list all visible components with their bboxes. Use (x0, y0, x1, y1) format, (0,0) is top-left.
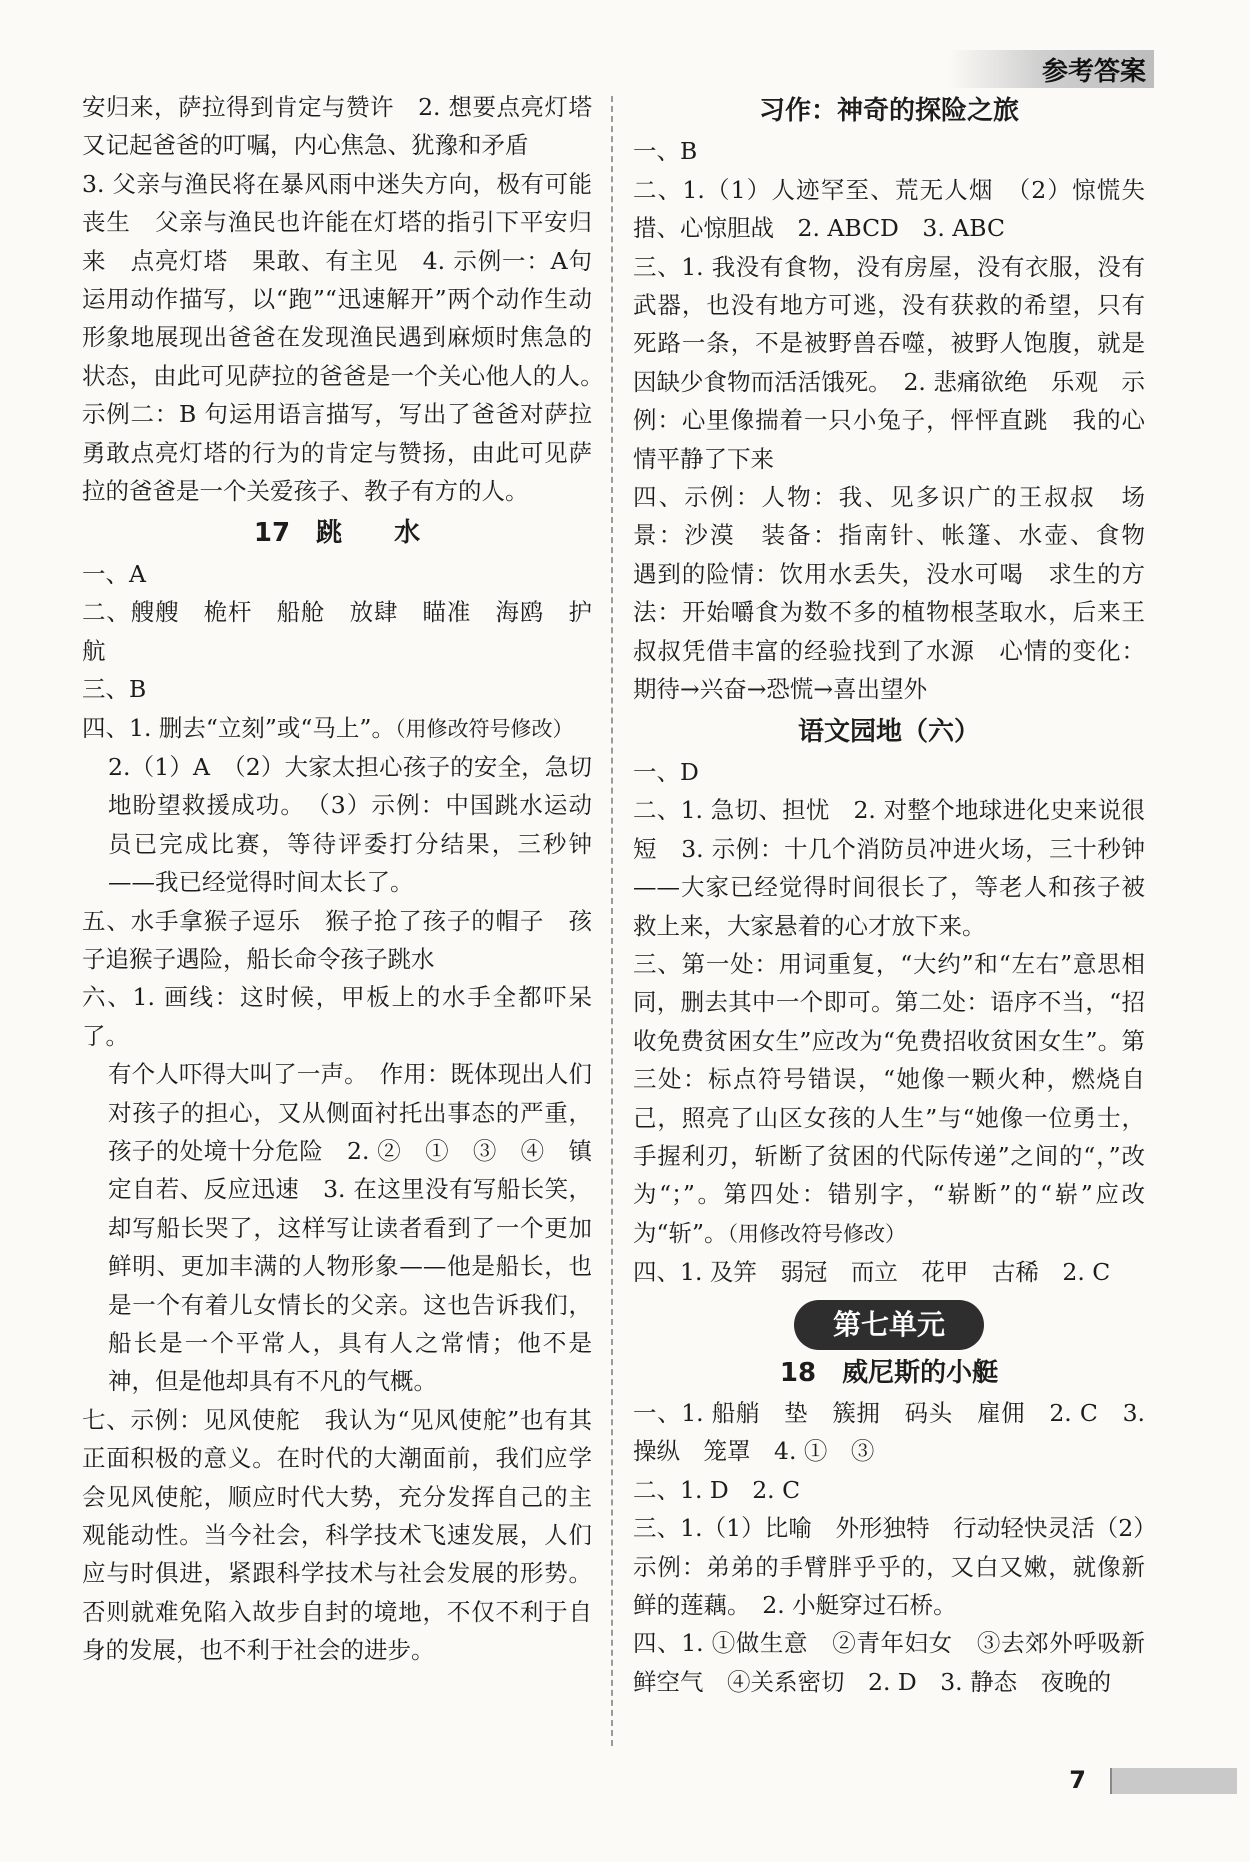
answer-text: 四、1. 删去“立刻”或“马上”。 (82, 713, 395, 742)
answer-text: 三、第一处：用词重复，“大约”和“左右”意思相同，删去其中一个即可。第二处：语序不当，“招收免费贫困女生”应改为“免费招收贫困女生”。第三处：标点符号错误，“她像一颗火种，燃烧自己，照亮了山区女孩的人生”与“她像一位勇士，手握利刃，斩断了贫困的代际传递”之间的“，”改为“；”。第四处：错别字，“崭断”的“崭”应改为“斩”。 (633, 949, 1145, 1247)
answer-paragraph (633, 248, 1145, 478)
answer-text: 二、1. D 2. C (633, 1475, 801, 1504)
answer-paragraph (82, 978, 592, 1055)
answer-paragraph (82, 902, 592, 979)
section-heading (82, 514, 592, 552)
column-divider (611, 96, 613, 1746)
answer-paragraph (633, 1624, 1145, 1701)
answer-text: 一、B (633, 137, 698, 166)
answer-text: 四、示例：人物：我、见多识广的王叔叔 场景：沙漠 装备：指南针、帐篷、水壶、食物 遇到的险情：饮用水丢失，没水可喝 求生的方法：开始嚼食为数不多的植物根茎取水，后来王叔叔凭借丰富的经验找到了水源 心情的变化：期待→兴奋→恐慌→喜出望外 (633, 483, 1169, 704)
answer-paragraph (82, 593, 592, 670)
answer-paragraph (82, 709, 592, 748)
section-heading (633, 713, 1145, 751)
answer-text: 二、艘艘 桅杆 船舱 放肆 瞄准 海鸥 护航 (82, 598, 592, 665)
answer-text: 六、1. 画线：这时候，甲板上的水手全都吓呆了。 (82, 983, 592, 1050)
answer-paragraph (633, 945, 1145, 1253)
answer-text: 17 跳 水 (253, 518, 421, 549)
answer-text: 一、A (82, 559, 146, 588)
answer-paragraph (633, 132, 1145, 170)
answer-paragraph (633, 1509, 1145, 1624)
answer-text: 语文园地（六） (797, 716, 980, 747)
answer-text: 三、1.（1）比喻 外形独特 行动轻快灵活（2）示例：弟弟的手臂胖乎乎的，又白又嫩，就像新鲜的莲藕。 2. 小艇穿过石桥。 (633, 1514, 1145, 1620)
answer-paragraph (82, 748, 592, 902)
answer-text: 有个人吓得大叫了一声。 作用：既体现出人们对孩子的担心，又从侧面衬托出事态的严重，孩子的处境十分危险 2. ② ① ③ ④ 镇定自若、反应迅速 3. 在这里没有写船长笑，却写船长哭了，这样写让读者看到了一个更加鲜明、更加丰满的人物形象——他是船长，也是一个有着儿女情长的父亲。这也告诉我们，船长是一个平常人，具有人之常情；他不是神，但是他却具有不凡的气概。 (108, 1060, 592, 1396)
section-heading (633, 92, 1145, 130)
answer-paragraph (633, 1471, 1145, 1509)
right-column (633, 88, 1169, 1701)
answer-paragraph (633, 753, 1145, 791)
answer-key-label: 参考答案 (1041, 56, 1146, 87)
answer-paragraph (633, 478, 1169, 708)
answer-paragraph (82, 165, 616, 511)
answer-text: 二、1.（1）人迹罕至、荒无人烟 （2）惊慌失措、心惊胆战 2. ABCD 3. ABC (633, 175, 1145, 243)
answer-text: 3. 父亲与渔民将在暴风雨中迷失方向，极有可能丧生 父亲与渔民也许能在灯塔的指引下平安归来 点亮灯塔 果敢、有主见 4. 示例一：A句运用动作描写，以“跑”“迅速解开”两个动作生动形象地展现出爸爸在发现渔民遇到麻烦时焦急的状态，由此可见萨拉的爸爸是一个关心他人的人。 示例二：B 句运用语言描写，写出了爸爸对萨拉勇敢点亮灯塔的行为的肯定与赞扬，由此可见萨拉的爸爸是一个关爱孩子、教子有方的人。 (82, 169, 616, 506)
answer-text: 18 威尼斯的小艇 (779, 1357, 999, 1388)
answer-text: 二、1. 急切、担忧 2. 对整个地球进化史来说很短 3. 示例：十几个消防员冲进火场，三十秒钟——大家已经觉得时间很长了，等老人和孩子被救上来，大家悬着的心才放下来。 (633, 796, 1145, 940)
edit-note: （用修改符号修改） (394, 716, 574, 741)
answer-paragraph (82, 1055, 592, 1401)
answer-text: 七、示例：见风使舵 我认为“见风使舵”也有其正面积极的意义。在时代的大潮面前，我们应学会见风使舵，顺应时代大势，充分发挥自己的主观能动性。当今社会，科学技术飞速发展，人们应与时俱进，紧跟科学技术与社会发展的形势。否则就难免陷入故步自封的境地，不仅不利于自身的发展，也不利于社会的进步。 (82, 1405, 592, 1665)
answer-text: 三、B (82, 675, 147, 704)
answer-text: 2.（1）A （2）大家太担心孩子的安全，急切地盼望救援成功。 （3）示例：中国跳水运动员已完成比赛，等待评委打分结果，三秒钟——我已经觉得时间太长了。 (108, 752, 592, 897)
answer-key-tag (949, 50, 1154, 88)
edit-note: （用修改符号修改） (727, 1221, 907, 1246)
answer-paragraph (82, 1401, 592, 1670)
answer-paragraph (82, 555, 592, 593)
answer-text: 一、1. 船艄 垫 簇拥 码头 雇佣 2. C 3. 操纵 笼罩 4. ① ③ (633, 1399, 1145, 1466)
answer-text: 四、1. 及笄 弱冠 而立 花甲 古稀 2. C (633, 1258, 1111, 1287)
answer-paragraph (82, 88, 592, 165)
answer-text: 五、水手拿猴子逗乐 猴子抢了孩子的帽子 孩子追猴子遇险，船长命令孩子跳水 (82, 906, 592, 973)
answer-text: 一、D (633, 757, 699, 786)
answer-text: 四、1. ①做生意 ②青年妇女 ③去郊外呼吸新鲜空气 ④关系密切 2. D 3. 静态 夜晚的 (633, 1629, 1145, 1696)
unit-banner (794, 1300, 984, 1350)
answer-paragraph (82, 670, 592, 708)
left-column (82, 88, 616, 1670)
answer-paragraph (633, 791, 1145, 945)
answer-paragraph (633, 1394, 1145, 1471)
answer-text: 安归来，萨拉得到肯定与赞许 2. 想要点亮灯塔又记起爸爸的叮嘱，内心焦急、犹豫和矛盾 (82, 93, 592, 160)
page-edge-strip (1110, 1768, 1237, 1794)
answer-text: 习作：神奇的探险之旅 (758, 96, 1019, 126)
page-number: 7 (1069, 1766, 1086, 1794)
answer-paragraph (633, 171, 1145, 248)
answer-text: 第七单元 (832, 1307, 945, 1341)
answer-paragraph (633, 1253, 1145, 1291)
answer-text: 三、1. 我没有食物，没有房屋，没有衣服，没有武器，也没有地方可逃，没有获救的希望，只有死路一条，不是被野兽吞噬，被野人饱腹，就是因缺少食物而活活饿死。 2. 悲痛欲绝 乐观 示例：心里像揣着一只小兔子，怦怦直跳 我的心情平静了下来 (633, 252, 1145, 473)
section-heading (633, 1354, 1145, 1392)
